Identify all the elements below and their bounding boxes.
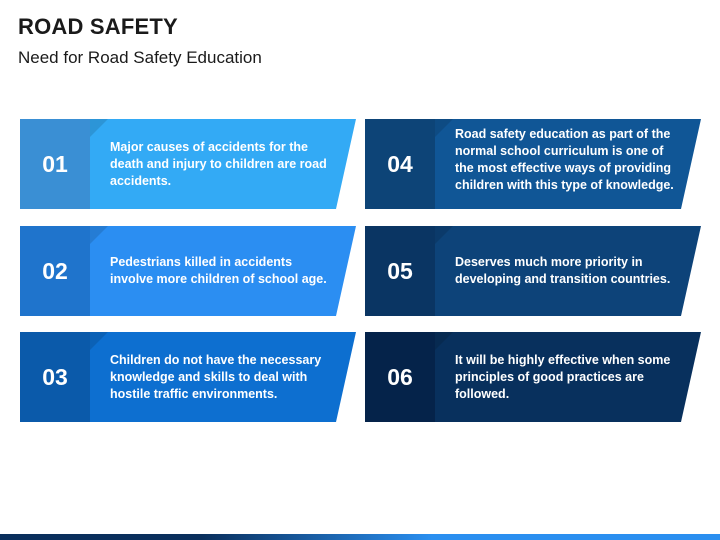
card-06 xyxy=(365,332,701,422)
card-01 xyxy=(20,119,356,209)
card-text: It will be highly effective when some principles of good practices are followed. xyxy=(455,352,671,401)
card-number: 01 xyxy=(42,150,68,177)
card-03 xyxy=(20,332,356,422)
bottom-accent-bar xyxy=(0,534,720,540)
slide-subtitle: Need for Road Safety Education xyxy=(18,48,262,67)
card-text: Pedestrians killed in accidents involve more children of school age. xyxy=(110,255,327,286)
card-number: 06 xyxy=(387,363,413,390)
card-number: 04 xyxy=(387,150,413,177)
card-text: Major causes of accidents for the death and injury to children are road accidents. xyxy=(110,139,327,188)
card-04 xyxy=(365,119,701,209)
slide-title: ROAD SAFETY xyxy=(18,14,178,39)
card-number: 05 xyxy=(387,257,413,284)
card-number: 02 xyxy=(42,257,68,284)
card-05 xyxy=(365,226,701,316)
card-text: Children do not have the necessary knowledge and skills to deal with hostile traffic environments. xyxy=(110,352,322,401)
card-text: Deserves much more priority in developing and transition countries. xyxy=(455,255,671,286)
card-text: Road safety education as part of the normal school curriculum is one of the most effective ways of providing children with this type of knowledge. xyxy=(455,127,674,192)
card-number: 03 xyxy=(42,363,68,390)
card-02 xyxy=(20,226,356,316)
